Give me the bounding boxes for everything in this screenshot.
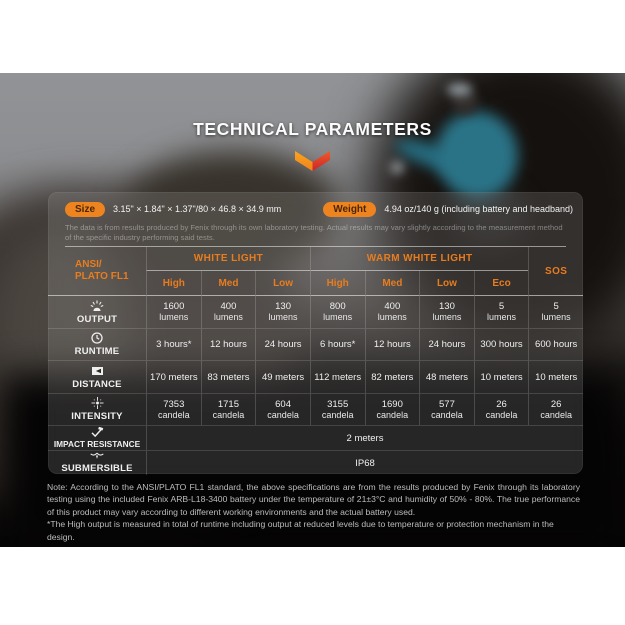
- size-badge: Size: [65, 202, 105, 217]
- table-cell: 7353 candela: [146, 393, 201, 425]
- brightness-icon: [90, 300, 104, 312]
- flag-icon: [91, 365, 104, 377]
- table-cell: 400 lumens: [365, 295, 420, 328]
- table-cell: 26 candela: [528, 393, 583, 425]
- table-cell: 3155 candela: [310, 393, 365, 425]
- column-warm-high: High: [310, 271, 365, 295]
- row-label-runtime: RUNTIME: [48, 328, 146, 360]
- table-cell: 112 meters: [310, 360, 365, 393]
- table-cell: 130 lumens: [419, 295, 474, 328]
- footnote-main: Note: According to the ANSI/PLATO FL1 standard, the above specifications are from the results produced by Fenix through its laboratory testing using the included Fenix ARB-L18-3400 battery under the temperature of 21±3°C and humidity of 50% - 80%. The true performance of this product may vary according to different working environments and the actual battery used.: [47, 482, 580, 517]
- table-cell: 577 candela: [419, 393, 474, 425]
- background-photo: [0, 73, 625, 547]
- row-label-intensity: INTENSITY: [48, 393, 146, 425]
- table-cell: 3 hours*: [146, 328, 201, 360]
- size-weight-row: [48, 192, 583, 220]
- column-warm-eco: Eco: [474, 271, 529, 295]
- spec-table: [48, 247, 583, 475]
- hiker-headlamp: [447, 83, 472, 96]
- column-warm-low: Low: [419, 271, 474, 295]
- table-cell: 12 hours: [201, 328, 256, 360]
- column-group-white-light: WHITE LIGHT: [146, 247, 310, 271]
- hiker-hand: [390, 161, 404, 174]
- weight-badge: Weight: [323, 202, 376, 217]
- row-label-distance: DISTANCE: [48, 360, 146, 393]
- chevron-down-icon: [295, 151, 330, 172]
- table-cell: 130 lumens: [255, 295, 310, 328]
- submersible-icon: [89, 452, 105, 461]
- footnote: [47, 481, 580, 543]
- table-cell: 26 candela: [474, 393, 529, 425]
- table-corner-label: ANSI/ PLATO FL1: [75, 258, 129, 282]
- column-group-warm-white-light: WARM WHITE LIGHT: [310, 247, 529, 271]
- table-cell: 48 meters: [419, 360, 474, 393]
- impact-check-icon: [90, 427, 104, 437]
- table-cell: 1600 lumens: [146, 295, 201, 328]
- row-label-impact-resistance: IMPACT RESISTANCE: [48, 425, 146, 450]
- clock-icon: [91, 332, 103, 344]
- table-cell: 400 lumens: [201, 295, 256, 328]
- table-cell: 12 hours: [365, 328, 420, 360]
- table-cell: 49 meters: [255, 360, 310, 393]
- size-value: 3.15" × 1.84" × 1.37"/80 × 46.8 × 34.9 mm: [113, 204, 282, 214]
- footnote-asterisk: *The High output is measured in total of runtime including output at reduced levels due to temperature or protection mechanism in the design.: [47, 519, 554, 542]
- table-cell: 1690 candela: [365, 393, 420, 425]
- column-warm-med: Med: [365, 271, 420, 295]
- table-cell: 6 hours*: [310, 328, 365, 360]
- table-cell: 600 hours: [528, 328, 583, 360]
- submersible-value: IP68: [146, 450, 583, 475]
- table-cell: 604 candela: [255, 393, 310, 425]
- column-sos: SOS: [528, 247, 583, 295]
- table-cell: 83 meters: [201, 360, 256, 393]
- column-white-low: Low: [255, 271, 310, 295]
- table-cell: 170 meters: [146, 360, 201, 393]
- table-cell: 10 meters: [474, 360, 529, 393]
- column-white-med: Med: [201, 271, 256, 295]
- impact-resistance-value: 2 meters: [146, 425, 583, 450]
- page-title: TECHNICAL PARAMETERS: [193, 119, 432, 139]
- row-label-output: OUTPUT: [48, 295, 146, 328]
- column-white-high: High: [146, 271, 201, 295]
- lab-disclaimer: The data is from results produced by Fenix through its own laboratory testing. Actual results may vary slightly according to the measurement method of the specific industry performing said tests.: [65, 223, 563, 242]
- table-cell: 1715 candela: [201, 393, 256, 425]
- table-cell: 82 meters: [365, 360, 420, 393]
- table-cell: 10 meters: [528, 360, 583, 393]
- table-cell: 5 lumens: [528, 295, 583, 328]
- table-cell: 800 lumens: [310, 295, 365, 328]
- table-cell: 5 lumens: [474, 295, 529, 328]
- table-cell: 24 hours: [419, 328, 474, 360]
- crosshair-icon: [91, 397, 104, 409]
- table-cell: 300 hours: [474, 328, 529, 360]
- weight-value: 4.94 oz/140 g (including battery and headband): [384, 204, 574, 214]
- row-label-submersible: SUBMERSIBLE: [48, 450, 146, 475]
- spec-card: [48, 192, 583, 474]
- table-cell: 24 hours: [255, 328, 310, 360]
